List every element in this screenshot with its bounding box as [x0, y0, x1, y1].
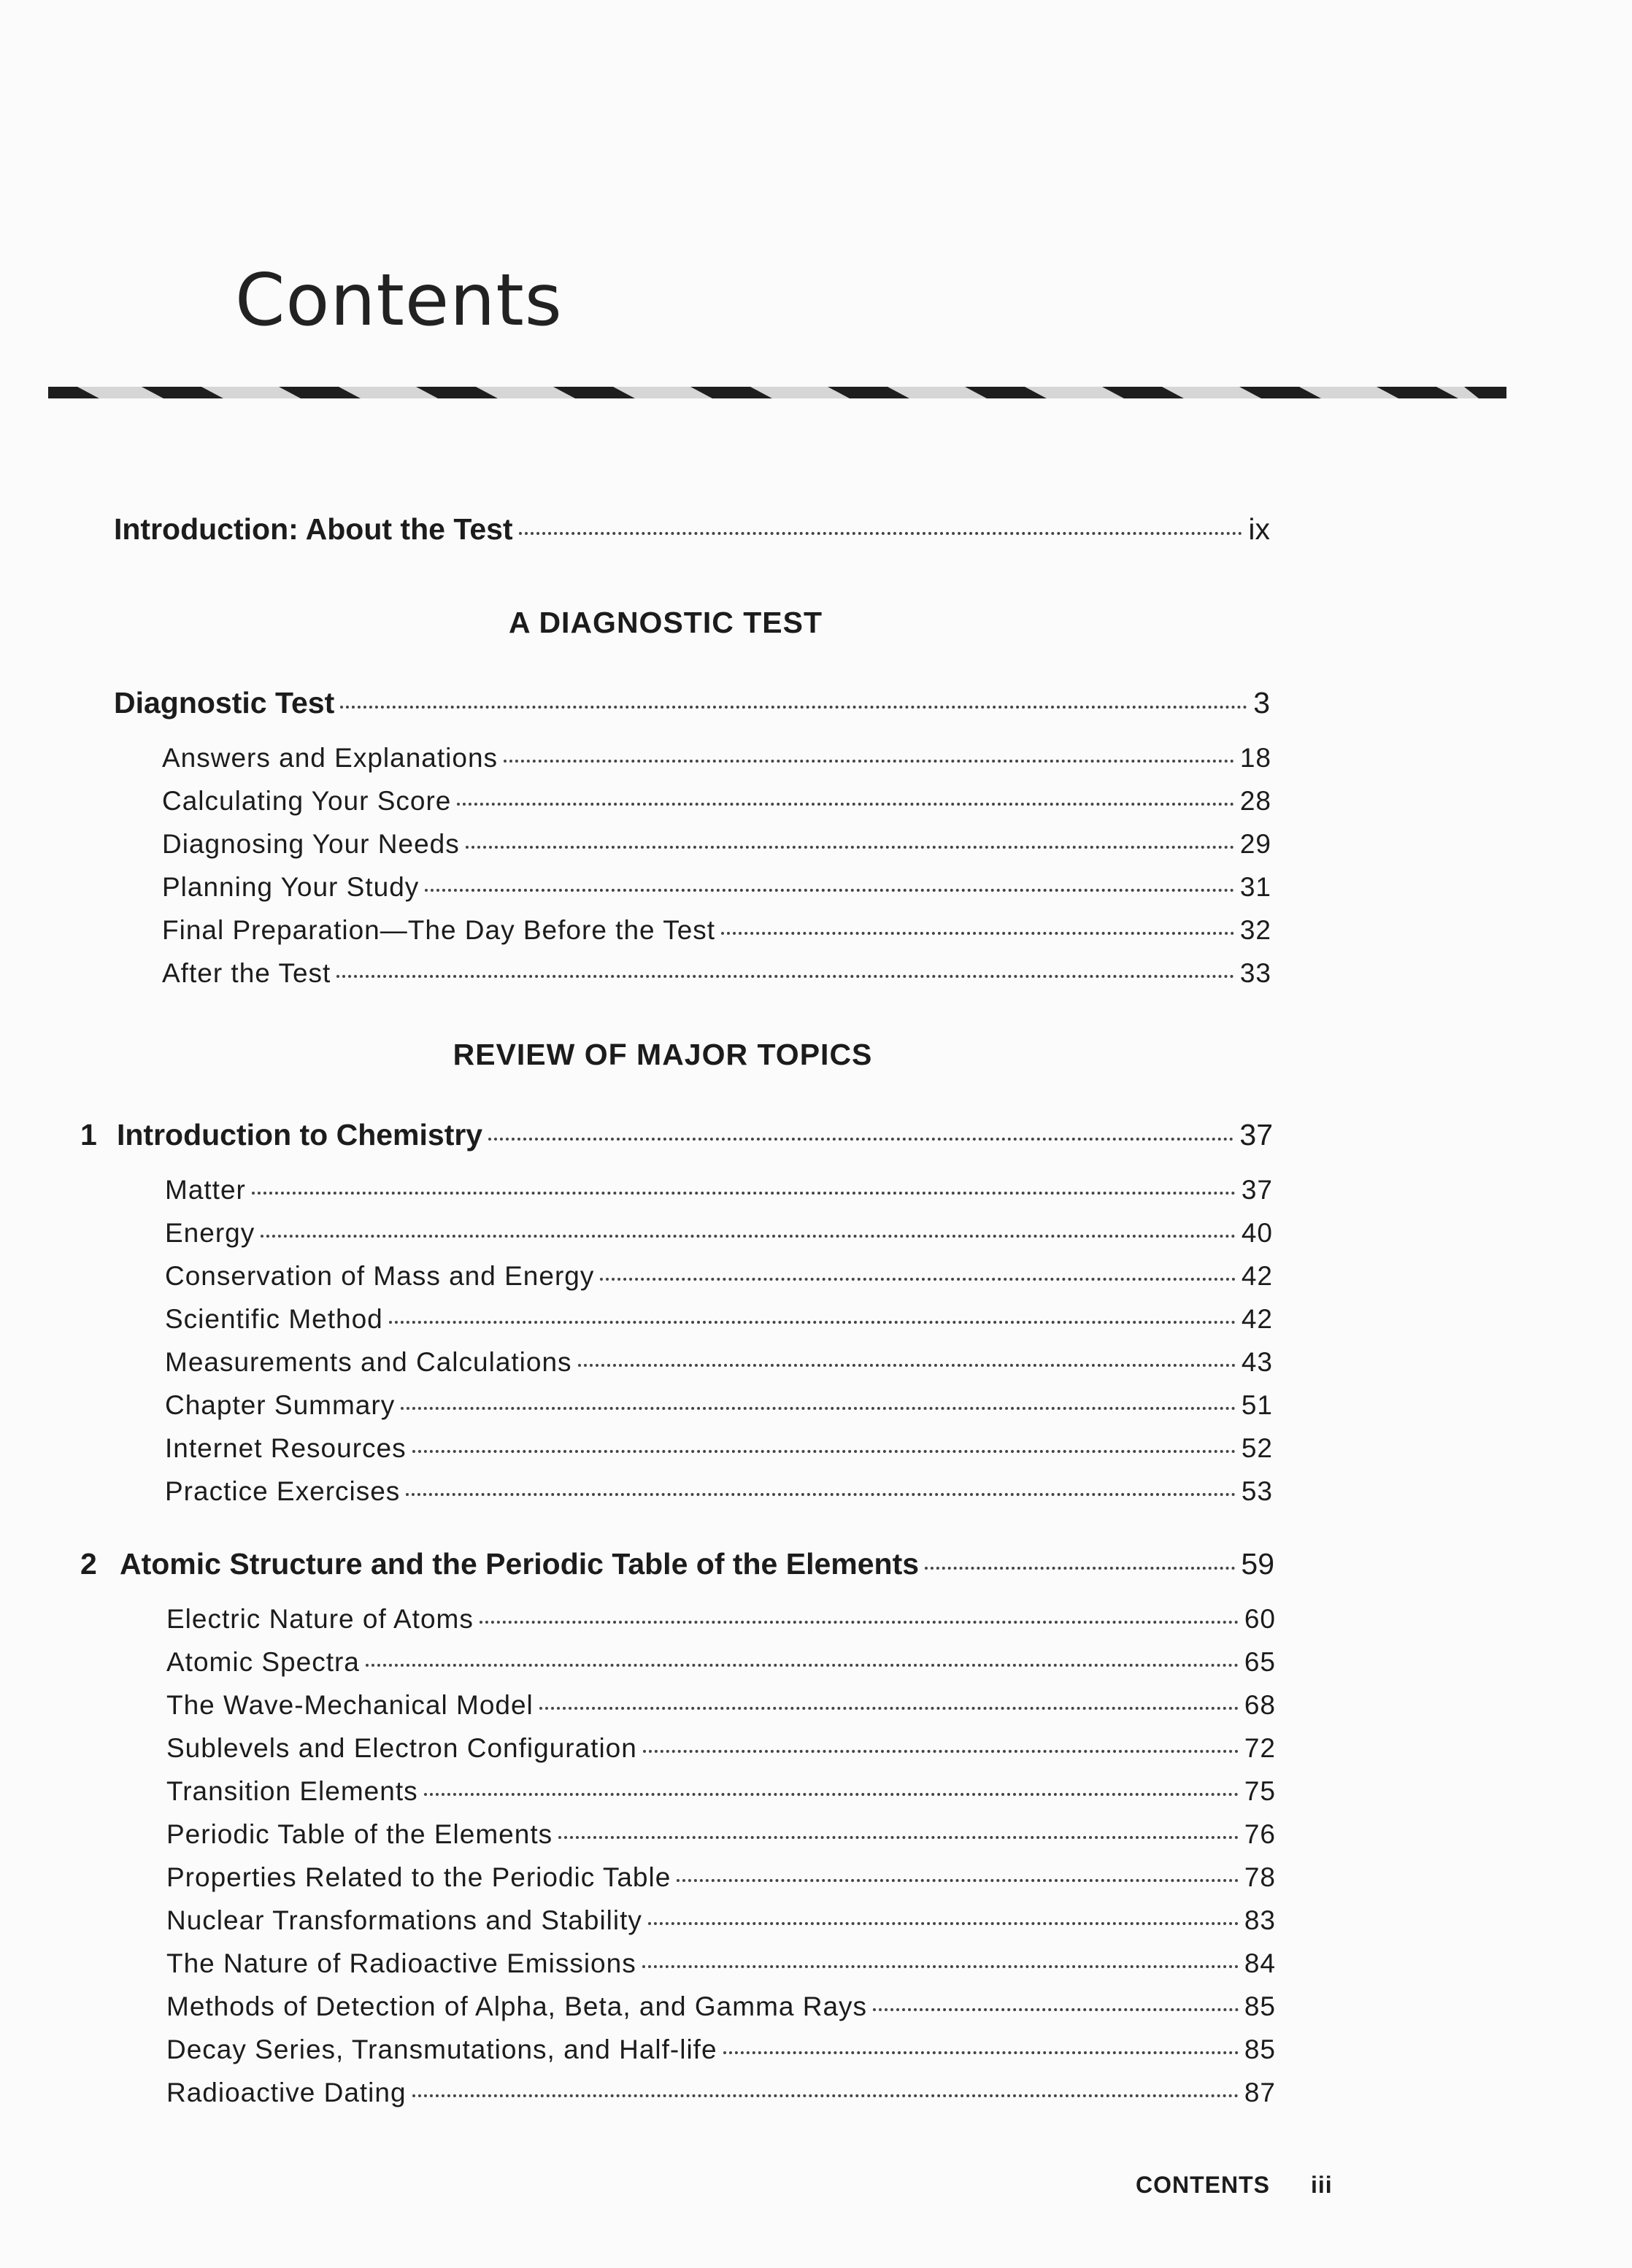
footer-page-number: iii [1311, 2172, 1333, 2198]
dot-leader [466, 846, 1234, 849]
toc-subentry-label: Scientific Method [165, 1304, 383, 1334]
dot-leader [424, 1793, 1239, 1796]
dot-leader [261, 1235, 1236, 1238]
dot-leader [873, 2008, 1239, 2011]
dot-leader [648, 1922, 1239, 1925]
toc-subentry-label: Conservation of Mass and Energy [165, 1261, 595, 1291]
toc-subentry-page: 83 [1244, 1905, 1276, 1935]
toc-entry-page: 3 [1253, 686, 1270, 720]
toc-subentry-page: 37 [1241, 1175, 1273, 1205]
toc-subentry[interactable] [165, 1476, 1273, 1507]
toc-subentry[interactable] [166, 1948, 1276, 1979]
dot-leader [925, 1567, 1235, 1570]
toc-subentry[interactable] [166, 1776, 1276, 1807]
dot-leader [721, 932, 1234, 935]
toc-subentry-label: Energy [165, 1218, 255, 1248]
toc-subentry[interactable] [166, 1690, 1276, 1721]
dot-leader [406, 1493, 1236, 1496]
toc-entry-label: Introduction: About the Test [114, 512, 513, 546]
toc-entry-page: 37 [1239, 1118, 1273, 1152]
dot-leader [519, 532, 1243, 535]
toc-subentry-page: 40 [1241, 1218, 1273, 1248]
toc-subentry-label: Planning Your Study [162, 872, 420, 902]
toc-subentry-page: 32 [1239, 915, 1271, 945]
toc-subentry-label: Atomic Spectra [166, 1647, 360, 1677]
dot-leader [389, 1321, 1236, 1324]
dot-leader [425, 889, 1234, 892]
chapter-number: 2 [80, 1547, 97, 1581]
toc-subentry-page: 78 [1244, 1862, 1276, 1892]
dot-leader [723, 2051, 1239, 2054]
dot-leader [488, 1138, 1233, 1141]
toc-subentry[interactable] [166, 1905, 1276, 1936]
dot-leader [539, 1707, 1239, 1710]
toc-subentry-label: Periodic Table of the Elements [166, 1819, 553, 1849]
toc-subentry-label: Answers and Explanations [162, 743, 499, 773]
toc-subentry-page: 52 [1241, 1433, 1273, 1463]
toc-subentry[interactable] [166, 1991, 1276, 2022]
toc-subentry-page: 84 [1244, 1948, 1276, 1978]
toc-subentry-page: 87 [1244, 2078, 1276, 2107]
toc-subentry[interactable] [165, 1218, 1273, 1249]
dot-leader [252, 1192, 1236, 1195]
toc-subentry-page: 60 [1244, 1604, 1276, 1634]
toc-subentry-label: Calculating Your Score [162, 786, 452, 816]
toc-subentry-label: Diagnosing Your Needs [162, 829, 460, 859]
toc-subentry-page: 29 [1239, 829, 1271, 859]
dot-leader [401, 1407, 1236, 1410]
dot-leader [412, 2094, 1239, 2097]
dot-leader [578, 1364, 1236, 1367]
toc-subentry-label: The Wave-Mechanical Model [166, 1690, 534, 1720]
toc-entry-chapter-1[interactable] [117, 1118, 1273, 1152]
toc-subentry-label: Chapter Summary [165, 1390, 396, 1420]
toc-subentry-page: 43 [1241, 1347, 1273, 1377]
toc-subentry[interactable] [162, 786, 1271, 817]
dot-leader [366, 1664, 1239, 1667]
toc-subentry-page: 28 [1239, 786, 1271, 816]
toc-subentry-label: Radioactive Dating [166, 2078, 407, 2107]
toc-subentry-page: 31 [1239, 872, 1271, 902]
dot-leader [340, 706, 1247, 709]
toc-subentry-page: 18 [1239, 743, 1271, 773]
toc-subentry[interactable] [162, 743, 1271, 774]
decorative-stripe-divider [48, 381, 1506, 404]
dot-leader [457, 803, 1233, 806]
dot-leader [600, 1278, 1235, 1281]
toc-subentry-page: 75 [1244, 1776, 1276, 1806]
toc-subentry-label: The Nature of Radioactive Emissions [166, 1948, 636, 1978]
toc-subentry-page: 42 [1241, 1261, 1273, 1291]
page-title: Contents [235, 259, 563, 342]
toc-entry-page: 59 [1241, 1547, 1274, 1581]
toc-subentry-label: Transition Elements [166, 1776, 418, 1806]
toc-subentry[interactable] [165, 1304, 1273, 1335]
toc-subentry-label: Internet Resources [165, 1433, 407, 1463]
dot-leader [480, 1621, 1239, 1624]
toc-subentry[interactable] [165, 1175, 1273, 1206]
toc-subentry-page: 68 [1244, 1690, 1276, 1720]
toc-subentry-page: 85 [1244, 2034, 1276, 2064]
dot-leader [677, 1879, 1239, 1882]
toc-subentry-label: Methods of Detection of Alpha, Beta, and Gamma Rays [166, 1991, 868, 2021]
toc-subentry-label: Measurements and Calculations [165, 1347, 572, 1377]
toc-subentry-label: Electric Nature of Atoms [166, 1604, 474, 1634]
toc-subentry[interactable] [162, 872, 1271, 903]
section-heading-review: REVIEW OF MAJOR TOPICS [453, 1038, 873, 1071]
toc-entry-page: ix [1248, 512, 1270, 546]
dot-leader [504, 760, 1234, 763]
toc-subentry-label: Matter [165, 1175, 246, 1205]
toc-subentry-label: Sublevels and Electron Configuration [166, 1733, 637, 1763]
toc-subentry[interactable] [166, 1862, 1276, 1893]
toc-subentry-page: 76 [1244, 1819, 1276, 1849]
toc-subentry-page: 33 [1239, 958, 1271, 988]
toc-entry-label: Atomic Structure and the Periodic Table of the Elements [120, 1547, 920, 1581]
toc-subentry[interactable] [166, 1647, 1276, 1678]
toc-subentry-label: Practice Exercises [165, 1476, 401, 1506]
toc-subentry-page: 65 [1244, 1647, 1276, 1677]
toc-subentry-label: Nuclear Transformations and Stability [166, 1905, 642, 1935]
toc-subentry[interactable] [165, 1261, 1273, 1292]
toc-entry-label: Introduction to Chemistry [117, 1118, 483, 1152]
toc-subentry-page: 53 [1241, 1476, 1273, 1506]
toc-subentry-label: After the Test [162, 958, 331, 988]
dot-leader [558, 1836, 1239, 1839]
dot-leader [643, 1750, 1239, 1753]
toc-subentry-label: Properties Related to the Periodic Table [166, 1862, 671, 1892]
toc-entry-label: Diagnostic Test [114, 686, 335, 720]
toc-subentry[interactable] [162, 915, 1271, 946]
toc-subentry[interactable] [166, 2078, 1276, 2108]
dot-leader [642, 1965, 1239, 1968]
toc-subentry-label: Decay Series, Transmutations, and Half-life [166, 2034, 717, 2064]
chapter-number: 1 [80, 1118, 97, 1152]
toc-entry-introduction[interactable] [114, 512, 1270, 547]
toc-subentry[interactable] [165, 1433, 1273, 1464]
toc-subentry[interactable] [162, 958, 1271, 989]
footer-label: CONTENTS [1136, 2172, 1270, 2198]
toc-subentry[interactable] [166, 2034, 1276, 2065]
toc-subentry-label: Final Preparation—The Day Before the Test [162, 915, 716, 945]
toc-subentry-page: 51 [1241, 1390, 1273, 1420]
toc-subentry[interactable] [162, 829, 1271, 860]
toc-subentry-page: 72 [1244, 1733, 1276, 1763]
toc-subentry[interactable] [166, 1733, 1276, 1764]
section-heading-diagnostic: A DIAGNOSTIC TEST [508, 606, 823, 639]
toc-subentry[interactable] [165, 1390, 1273, 1421]
toc-subentry[interactable] [165, 1347, 1273, 1378]
toc-subentry-page: 42 [1241, 1304, 1273, 1334]
dot-leader [336, 975, 1234, 978]
toc-entry-chapter-2[interactable] [120, 1547, 1274, 1581]
toc-subentry[interactable] [166, 1604, 1276, 1635]
toc-entry-diagnostic-test[interactable] [114, 686, 1270, 720]
dot-leader [412, 1450, 1236, 1453]
toc-subentry-page: 85 [1244, 1991, 1276, 2021]
toc-subentry[interactable] [166, 1819, 1276, 1850]
